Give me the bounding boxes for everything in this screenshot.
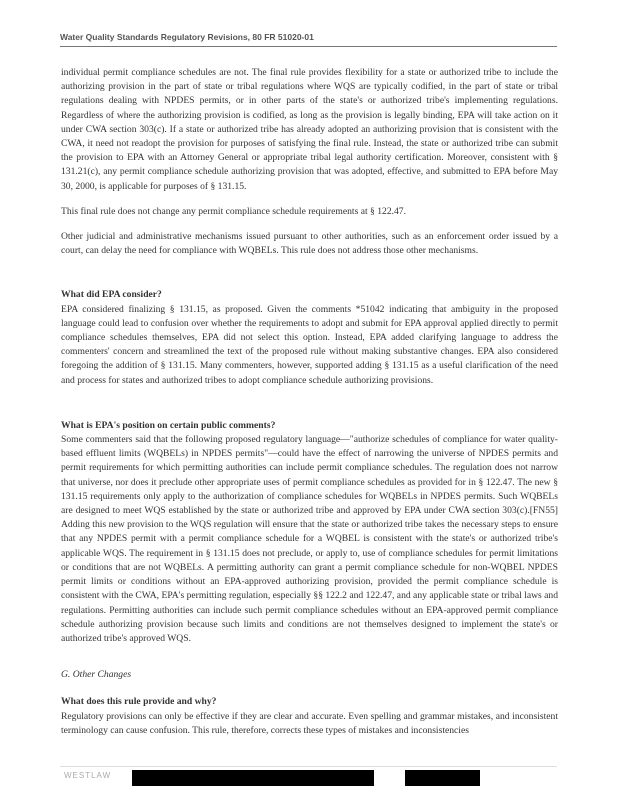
subsection-heading: G. Other Changes bbox=[61, 669, 132, 681]
redaction-bar bbox=[405, 770, 480, 786]
paragraph: individual permit compliance schedules are not. The final rule provides flexibility for a state or authorized tribe to include the authorizing provision in the part of state or tribal regulations where WQS are typically codified, in the part of state or tribal regulations dealing with NPDES permits, or in other parts of the state's or authorized tribe's implementing regulations. Regardless of where the authorizing provision is codified, as long as the provision is legally binding, EPA will take action on it under CWA section 303(c). If a state or authorized tribe has already adopted an authorizing provision that is consistent with the CWA, it need not readopt the provision for purposes of satisfying the final rule. Instead, the state or authorized tribe can submit the provision to EPA with an Attorney General or appropriate tribal legal authority certification. Moreover, consistent with § 131.21(c), any permit compliance schedule authorizing provision that was adopted, effective, and submitted to EPA before May 30, 2000, is applicable for purposes of § 131.15. bbox=[61, 67, 558, 192]
paragraph: This final rule does not change any permit compliance schedule requirements at § 122.47. bbox=[61, 205, 407, 217]
page-footer bbox=[60, 766, 557, 781]
paragraph: Regulatory provisions can only be effective if they are clear and accurate. Even spelling and grammar mistakes, and inconsistent terminology can cause confusion. This rule, therefore, corrects these types of mistakes and inconsistencies bbox=[61, 710, 558, 736]
paragraph: EPA considered finalizing § 131.15, as proposed. Given the comments *51042 indicating that ambiguity in the proposed language could lead to confusion over whether the requirements to adopt and submit for EPA approval applied directly to permit compliance schedules themselves, EPA did not select this option. Instead, EPA added clarifying language to address the commenters' concern and streamlined the text of the proposed rule without making substantive changes. EPA also considered foregoing the addition of § 131.15. Many commenters, however, supported adding § 131.15 as a useful clarification of the need and process for states and authorized tribes to adopt compliance schedule authorizing provisions. bbox=[61, 303, 558, 386]
section-heading: What did EPA consider? bbox=[61, 289, 162, 301]
running-header: Water Quality Standards Regulatory Revisions, 80 FR 51020-01 bbox=[60, 32, 314, 42]
paragraph: Some commenters said that the following proposed regulatory language—"authorize schedules of compliance for water quality-based effluent limits (WQBELs) in NPDES permits"—could have the effect of narrowing the universe of NPDES permits and permit requirements for which permitting authorities can include permit compliance schedules. The regulation does not narrow that universe, nor does it preclude other appropriate uses of permit compliance schedules as provided for in § 122.47. The new § 131.15 requirements only apply to the authorization of compliance schedules for WQBELs in NPDES permits. Such WQBELs are designed to meet WQS established by the state or authorized tribe and approved by EPA under CWA section 303(c).[FN55] Adding this new provision to the WQS regulation will ensure that the state or authorized tribe takes the necessary steps to ensure that any NPDES permit with a permit compliance schedule for a WQBEL is consistent with the state's or authorized tribe's applicable WQS. The requirement in § 131.15 does not preclude, or apply to, use of compliance schedules for permit limitations or conditions that are not WQBELs. A permitting authority can grant a permit compliance schedule for non-WQBEL NPDES permit limits or conditions without an EPA-approved authorizing provision, provided the permit compliance schedule is consistent with the CWA, EPA's permitting regulation, especially §§ 122.2 and 122.47, and any applicable state or tribal laws and regulations. Permitting authorities can include such permit compliance schedules without an EPA-approved permit compliance schedule authorizing provision because such limits and conditions are not themselves designed to implement the state's or authorized tribe's approved WQS. bbox=[61, 434, 558, 644]
header-divider bbox=[60, 46, 557, 47]
paragraph: Other judicial and administrative mechanisms issued pursuant to other authorities, such as an enforcement order issued by a court, can delay the need for compliance with WQBELs. This rule does not address those other mechanisms. bbox=[61, 231, 558, 257]
section-heading: What does this rule provide and why? bbox=[61, 696, 217, 708]
document-body bbox=[61, 66, 558, 738]
westlaw-label: WESTLAW bbox=[64, 771, 112, 780]
section-heading: What is EPA's position on certain public comments? bbox=[61, 419, 276, 431]
redaction-bar bbox=[132, 770, 374, 786]
